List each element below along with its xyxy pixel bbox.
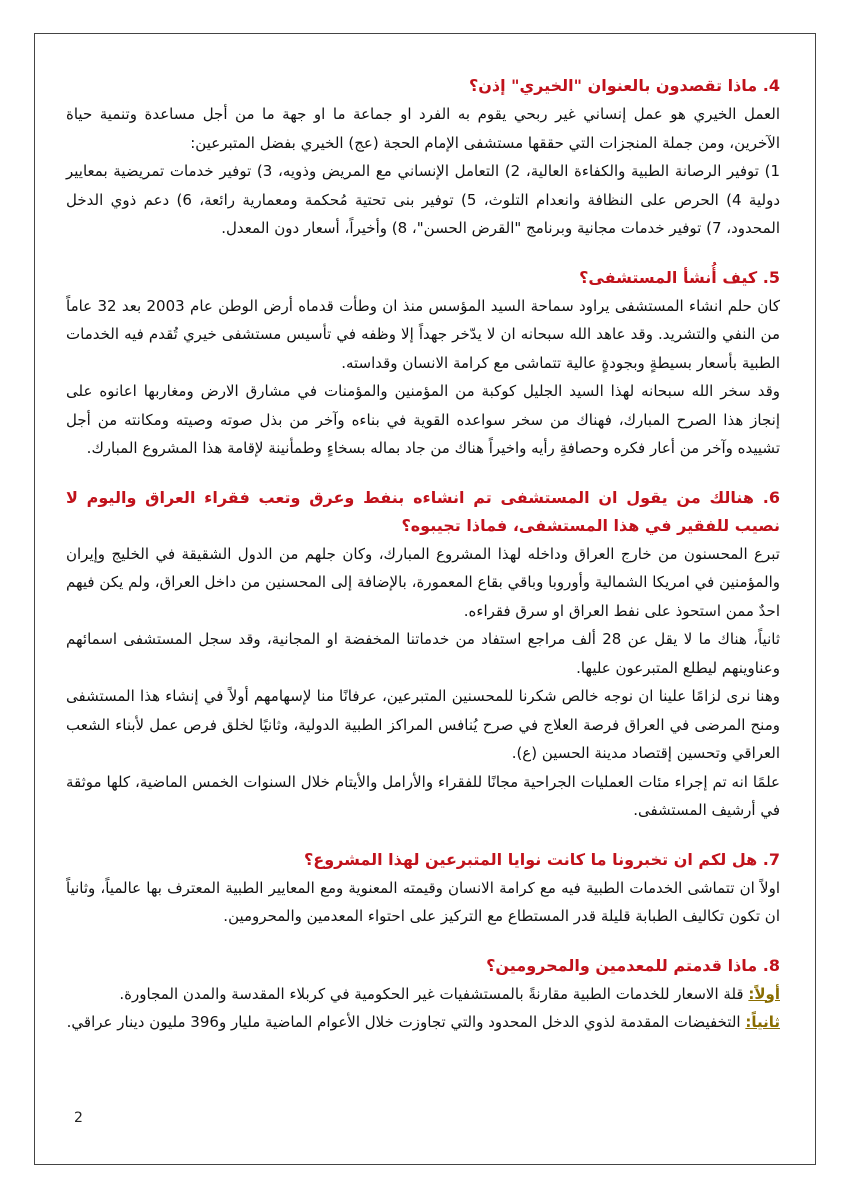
item-text: قلة الاسعار للخدمات الطبية مقارنةً بالمستشفيات غير الحكومية في كربلاء المقدسة والمدن المجاورة. [119, 984, 749, 1003]
answer-paragraph: اولاً ان تتماشى الخدمات الطبية فيه مع كرامة الانسان وقيمته المعنوية ومع المعايير الطبية المعترف بها عالمياً، وثانياً ان تكون تكاليف الطبابة قليلة قدر المستطاع مع التركيز على احتواء المعدمين والمحرومين. [66, 878, 780, 925]
item-text: التخفيضات المقدمة لذوي الدخل المحدود والتي تجاوزت خلال الأعوام الماضية مليار و396 مليون دينار عراقي. [66, 1013, 746, 1031]
answer-paragraph: تبرع المحسنون من خارج العراق وداخله لهذا المشروع المبارك، وكان جلهم من الدول الشقيقة في الخليج وإيران والمؤمنين في امريكا الشمالية وأوروبا وباقي بقاع المعمورة، بالإضافة إلى المحسنين من داخل العراق، ولم يكن فيهم احدٌ ممن استحوذ على نفط العراق او سرق فقراءه. [66, 544, 780, 620]
section-6 [66, 484, 780, 825]
answer-paragraph: العمل الخيري هو عمل إنساني غير ربحي يقوم به الفرد او جماعة ما او جهة ما من أجل مساعدة وتنمية حياة الآخرين، ومن جملة المنجزات التي حققها مستشفى الإمام الحجة (عج) الخيري بفضل المتبرعين: [66, 105, 780, 152]
answer-paragraph: وقد سخر الله سبحانه لهذا السيد الجليل كوكبة من المؤمنين والمؤمنات في مشارق الارض ومغاربها اعانوه على إنجاز هذا الصرح المبارك، فهناك من سخر سواعده القوية في بناءه وآخر من بذل صوته وصيته ومكانته من أجل تشييده وآخر من أعار فكره وحصافةِ رأيه واخيراً هناك من جاد بماله بسخاءٍ وطمأنينة لإقامة هذا المشروع المبارك. [66, 382, 780, 457]
answer-paragraph: كان حلم انشاء المستشفى يراود سماحة السيد المؤسس منذ ان وطأت قدماه أرض الوطن عام 2003 بعد 32 عاماً من النفي والتشريد. وقد عاهد الله سبحانه ان لا يدّخر جهداً إلا وظفه في تأسيس مستشفى خيري تُقدم فيه الخدمات الطبية بأسعار بسيطةٍ وبجودةٍ عالية تتماشى مع كرامة الانسان وقداسته. [66, 296, 780, 372]
answer-paragraph: ثانياً، هناك ما لا يقل عن 28 ألف مراجع استفاد من خدماتنا المخفضة او المجانية، وقد سجل المستشفى اسمائهم وعناوينهم ليطلع المتبرعون عليها. [66, 630, 780, 677]
section-5 [66, 264, 780, 463]
section-7 [66, 846, 780, 931]
document-body [66, 72, 780, 1058]
section-4 [66, 72, 780, 243]
item-label: ثانياً: [745, 1013, 780, 1031]
answer-item [66, 980, 780, 1009]
answer-item [66, 1008, 780, 1037]
question-title: 8. ماذا قدمتم للمعدمين والمحرومين؟ [486, 955, 780, 975]
question-title: 4. ماذا تقصدون بالعنوان "الخيري" إذن؟ [468, 76, 780, 95]
question-title: 7. هل لكم ان تخبرونا ما كانت نوايا المتبرعين لهذا المشروع؟ [304, 849, 780, 869]
page-number: 2 [74, 1110, 83, 1126]
answer-paragraph: وهنا نرى لزامًا علينا ان نوجه خالص شكرنا للمحسنين المتبرعين، عرفانًا منا لإسهامهم أولاً في إنشاء هذا المستشفى ومنح المرضى في العراق فرصة العلاج في صرح يُنافس المراكز الطبية الدولية، وثانيًا لخلق فرص عمل لأبناء الشعب العراقي وتحسين إقتصاد مدينة الحسين (ع). [66, 687, 780, 762]
question-title: 6. هنالك من يقول ان المستشفى تم انشاءه بنفط وعرق وتعب فقراء العراق واليوم لا نصيب للفقير في هذا المستشفى، فماذا تجيبوه؟ [66, 487, 780, 535]
question-title: 5. كيف أُنشأ المستشفى؟ [579, 267, 780, 287]
answer-paragraph: علمًا انه تم إجراء مئات العمليات الجراحية مجانًا للفقراء والأرامل والأيتام خلال السنوات الخمس الماضية، كلها موثقة في أرشيف المستشفى. [66, 772, 780, 819]
item-label: أولاً: [748, 984, 780, 1003]
section-8 [66, 952, 780, 1037]
answer-paragraph: 1) توفير الرصانة الطبية والكفاءة العالية، 2) التعامل الإنساني مع المريض وذويه، 3) توفير خدمات تمريضية بمعايير دولية 4) الحرص على النظافة وانعدام التلوث، 5) توفير بنى تحتية مُحكمة ومعمارية رائعة، 6) دعم ذوي الدخل المحدود، 7) توفير خدمات مجانية وبرنامج "القرض الحسن"، 8) وأخيراً، أسعار دون المعدل. [66, 162, 780, 237]
